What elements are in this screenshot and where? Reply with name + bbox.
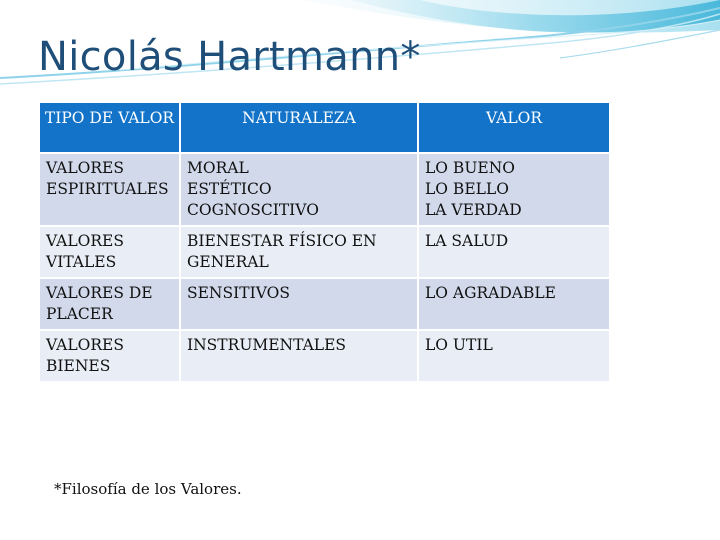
cell-line: LA VERDAD: [425, 201, 522, 219]
cell-line: LO BELLO: [425, 180, 509, 198]
table-row: [39, 153, 610, 226]
header-naturaleza: NATURALEZA: [180, 102, 418, 153]
cell-tipo: VALORES BIENES: [39, 330, 180, 382]
cell-line: ESTÉTICO: [187, 180, 272, 198]
cell-valor: LO UTIL: [418, 330, 610, 382]
cell-tipo: VALORES DE PLACER: [39, 278, 180, 330]
cell-tipo: VALORES ESPIRITUALES: [39, 153, 180, 226]
header-valor: VALOR: [418, 102, 610, 153]
table-row: [39, 226, 610, 278]
cell-tipo: VALORES VITALES: [39, 226, 180, 278]
footnote: *Filosofía de los Valores.: [54, 480, 242, 498]
cell-naturaleza: INSTRUMENTALES: [180, 330, 418, 382]
cell-naturaleza: SENSITIVOS: [180, 278, 418, 330]
cell-line: LO BUENO: [425, 159, 515, 177]
header-tipo-de-valor: TIPO DE VALOR: [39, 102, 180, 153]
cell-valor: LO AGRADABLE: [418, 278, 610, 330]
cell-valor: LA SALUD: [418, 226, 610, 278]
cell-naturaleza: BIENESTAR FÍSICO EN GENERAL: [180, 226, 418, 278]
table-row: [39, 330, 610, 382]
cell-line: MORAL: [187, 159, 249, 177]
table-row: [39, 278, 610, 330]
cell-line: COGNOSCITIVO: [187, 201, 319, 219]
slide-title: Nicolás Hartmann*: [38, 34, 421, 80]
cell-valor: [418, 153, 610, 226]
values-table: [38, 101, 611, 383]
table-header-row: [39, 102, 610, 153]
cell-naturaleza: [180, 153, 418, 226]
